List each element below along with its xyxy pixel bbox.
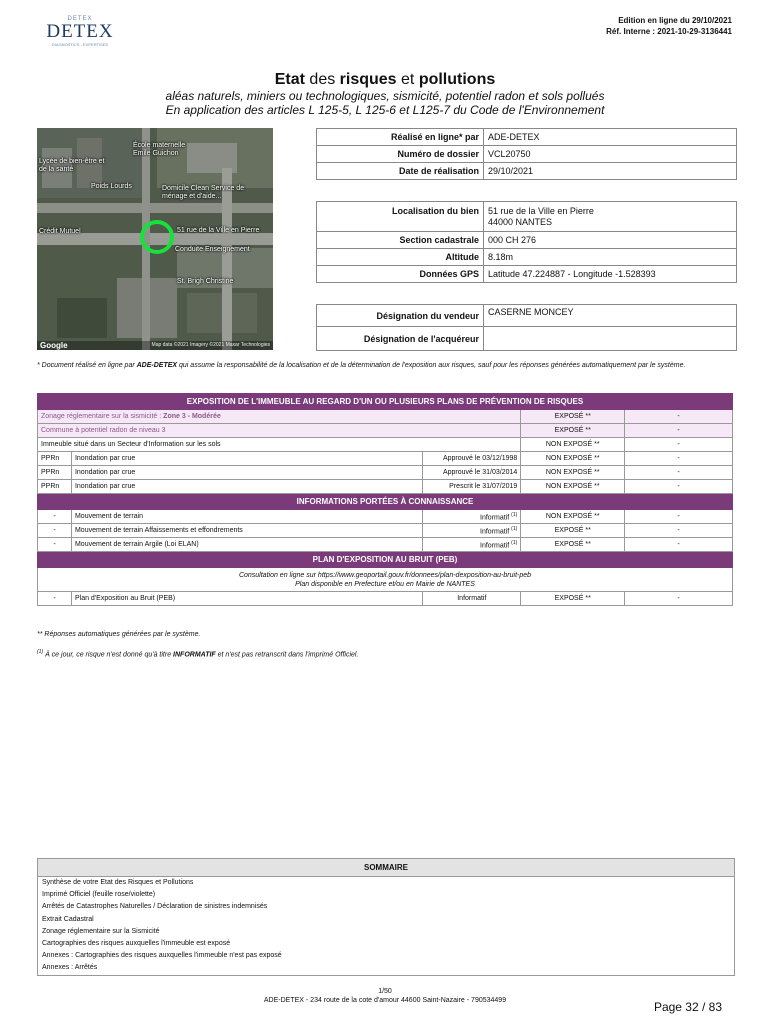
info-value: CASERNE MONCEY [484, 305, 737, 327]
info-value: 8.18m [484, 249, 737, 266]
table-row [38, 410, 733, 424]
map-label: Conduite Enseignement [175, 246, 250, 253]
sis-label: Immeuble situé dans un Secteur d'Information sur les sols [38, 438, 521, 452]
status-cell: EXPOSÉ ** [521, 410, 625, 424]
dash-cell: - [625, 538, 733, 552]
section-header: PLAN D'EXPOSITION AU BRUIT (PEB) [38, 552, 733, 568]
table-row [38, 592, 733, 606]
footer-address: ADE-DETEX - 234 route de la cote d'amour 44600 Saint-Nazaire - 790534499 [263, 997, 507, 1004]
internal-ref: Réf. Interne : 2021-10-29-3136441 [606, 27, 732, 36]
logo-top: DETEX [67, 16, 93, 22]
dash-cell: - [625, 438, 733, 452]
logo-main: DETEX [46, 21, 114, 42]
info-value: Latitude 47.224887 - Longitude -1.528393 [484, 266, 737, 283]
footer-page: 1/50 [378, 988, 392, 995]
table-row [38, 480, 733, 494]
label-cell: Inondation par crue [71, 452, 422, 466]
status-cell: EXPOSÉ ** [521, 424, 625, 438]
summary-item: Synthèse de votre Etat des Risques et Pollutions [42, 879, 194, 886]
dash-cell: - [625, 524, 733, 538]
note-automatic: ** Réponses automatiques générées par le système. [37, 631, 201, 638]
summary-box [37, 858, 735, 976]
table-row [38, 424, 733, 438]
peb-url: Consultation en ligne sur https://www.geoportail.gouv.fr/donnees/plan-dexposition-au-bruit-peb [238, 571, 532, 579]
address-line: 44000 NANTES [488, 216, 553, 227]
info-row [317, 266, 737, 283]
dash-cell: - [625, 410, 733, 424]
status-cell: NON EXPOSÉ ** [521, 510, 625, 524]
note-informatif: $^{(1)}$ À ce jour, ce risque n'est donné qu'à titre INFORMATIF et n'est pas retranscrit dans l'imprimé Officiel. [37, 649, 359, 659]
subtitle-2: En application des articles L 125-5, L 125-6 et L125-7 du Code de l'Environnement [165, 103, 605, 117]
info-value [484, 327, 737, 351]
status-cell: EXPOSÉ ** [521, 524, 625, 538]
summary-item: Cartographies des risques auxquelles l'immeuble est exposé [42, 939, 231, 947]
info-value: 29/10/2021 [484, 163, 737, 180]
summary-item: Zonage réglementaire sur la Sismicité [42, 927, 160, 935]
google-logo: Google [40, 341, 68, 350]
info-label: Numéro de dossier [317, 146, 484, 163]
map-credit: Map data ©2021 Imagery ©2021 Maxar Technologies [151, 342, 270, 348]
info-label: Données GPS [317, 266, 484, 283]
info-block-1 [316, 128, 737, 180]
map-label: St. Brigh Christine [177, 278, 234, 285]
address-line: 51 rue de la Ville en Pierre [488, 205, 594, 216]
dash-cell: - [625, 592, 733, 606]
table-row [38, 466, 733, 480]
info-row [317, 249, 737, 266]
summary-item: Extrait Cadastral [42, 915, 94, 923]
label-cell: Mouvement de terrain [71, 510, 422, 524]
info-value: VCL20750 [484, 146, 737, 163]
dash-cell: - [625, 452, 733, 466]
risk-table [37, 393, 733, 606]
info-block-3 [316, 304, 737, 351]
date-cell: Approuvé le 03/12/1998 [423, 452, 521, 466]
label-cell: Mouvement de terrain Affaissements et effondrements [71, 524, 422, 538]
peb-availability: Plan disponible en Prefecture et/ou en Mairie de NANTES [295, 580, 475, 588]
map-label: École maternelle Emile Guichon [133, 142, 186, 157]
satellite-map [37, 128, 273, 350]
edition-date: Edition en ligne du 29/10/2021 [618, 16, 732, 25]
title-block [0, 70, 770, 117]
label-cell: Inondation par crue [71, 466, 422, 480]
status-cell: NON EXPOSÉ ** [521, 480, 625, 494]
summary-title: SOMMAIRE [38, 859, 734, 877]
info-row [317, 232, 737, 249]
map-label: 51 rue de la Ville en Pierre [177, 227, 260, 234]
section-header: EXPOSITION DE L'IMMEUBLE AU REGARD D'UN OU PLUSIEURS PLANS DE PRÉVENTION DE RISQUES [38, 394, 733, 410]
logo [40, 16, 120, 47]
info-row [317, 202, 737, 232]
info-label: Localisation du bien [317, 202, 484, 232]
label-cell: Inondation par crue [71, 480, 422, 494]
type-cell: - [38, 510, 72, 524]
date-cell: Prescrit le 31/07/2019 [423, 480, 521, 494]
type-cell: PPRn [38, 466, 72, 480]
status-cell: NON EXPOSÉ ** [521, 452, 625, 466]
info-row [317, 146, 737, 163]
map-label: Domicile Clean Service de ménage et d'aide... [162, 185, 245, 200]
dash-cell: - [625, 424, 733, 438]
map-label: Crédit Mutuel [39, 228, 81, 235]
peb-consultation [38, 568, 733, 592]
table-row [38, 524, 733, 538]
info-cell: Informatif $^{(1)}$ [423, 538, 521, 552]
info-label: Section cadastrale [317, 232, 484, 249]
table-row [38, 568, 733, 592]
page-title: Etat des risques et pollutions [274, 71, 496, 88]
status-cell: NON EXPOSÉ ** [521, 466, 625, 480]
info-value [484, 202, 737, 232]
summary-item: Annexes : Cartographies des risques auxquelles l'immeuble n'est pas exposé [42, 952, 282, 960]
info-label: Altitude [317, 249, 484, 266]
page-number: Page 32 / 83 [653, 1000, 722, 1014]
logo-sub: DIAGNOSTICS - EXPERTISES [51, 42, 109, 47]
info-label: Réalisé en ligne* par [317, 129, 484, 146]
info-label: Date de réalisation [317, 163, 484, 180]
table-row [38, 438, 733, 452]
table-row [38, 538, 733, 552]
table-row [38, 452, 733, 466]
type-cell: PPRn [38, 480, 72, 494]
status-cell: NON EXPOSÉ ** [521, 438, 625, 452]
info-label: Désignation du vendeur [317, 305, 484, 327]
table-row [38, 510, 733, 524]
status-cell: EXPOSÉ ** [521, 538, 625, 552]
label-cell: Plan d'Exposition au Bruit (PEB) [71, 592, 422, 606]
info-label: Désignation de l'acquéreur [317, 327, 484, 351]
info-value: 000 CH 276 [484, 232, 737, 249]
info-cell: Informatif [423, 592, 521, 606]
info-row [317, 163, 737, 180]
radon-label: Commune à potentiel radon de niveau 3 [38, 424, 521, 438]
type-cell: - [38, 592, 72, 606]
type-cell: PPRn [38, 452, 72, 466]
section-header: INFORMATIONS PORTÉES À CONNAISSANCE [38, 494, 733, 510]
info-value: ADE-DETEX [484, 129, 737, 146]
info-row [317, 305, 737, 327]
map-label: Lycée de bien-être et de la santé [39, 158, 105, 173]
type-cell: - [38, 524, 72, 538]
zonage-label: Zonage réglementaire sur la sismicité : Zone 3 - Modérée [38, 410, 521, 424]
dash-cell: - [625, 466, 733, 480]
date-cell: Approuvé le 31/03/2014 [423, 466, 521, 480]
info-cell: Informatif $^{(1)}$ [423, 524, 521, 538]
status-cell: EXPOSÉ ** [521, 592, 625, 606]
dash-cell: - [625, 480, 733, 494]
type-cell: - [38, 538, 72, 552]
edition-info [606, 15, 732, 37]
info-block-2 [316, 201, 737, 283]
dash-cell: - [625, 510, 733, 524]
info-row [317, 327, 737, 351]
info-cell: Informatif $^{(1)}$ [423, 510, 521, 524]
map-label: Poids Lourds [91, 183, 132, 190]
label-cell: Mouvement de terrain Argile (Loi ELAN) [71, 538, 422, 552]
summary-item: Annexes : Arrêtés [42, 964, 98, 972]
disclaimer: * Document réalisé en ligne par ADE-DETEX qui assume la responsabilité de la localisation et de la détermination de l'exposition aux risques, sauf pour les réponses générées automatiquement par le système. [37, 362, 686, 369]
info-row [317, 129, 737, 146]
subtitle-1: aléas naturels, miniers ou technologiques, sismicité, potentiel radon et sols pollués [165, 89, 605, 103]
summary-item: Imprimé Officiel (feuille rose/violette) [42, 891, 156, 899]
summary-item: Arrêtés de Catastrophes Naturelles / Déclaration de sinistres indemnisés [42, 903, 268, 911]
